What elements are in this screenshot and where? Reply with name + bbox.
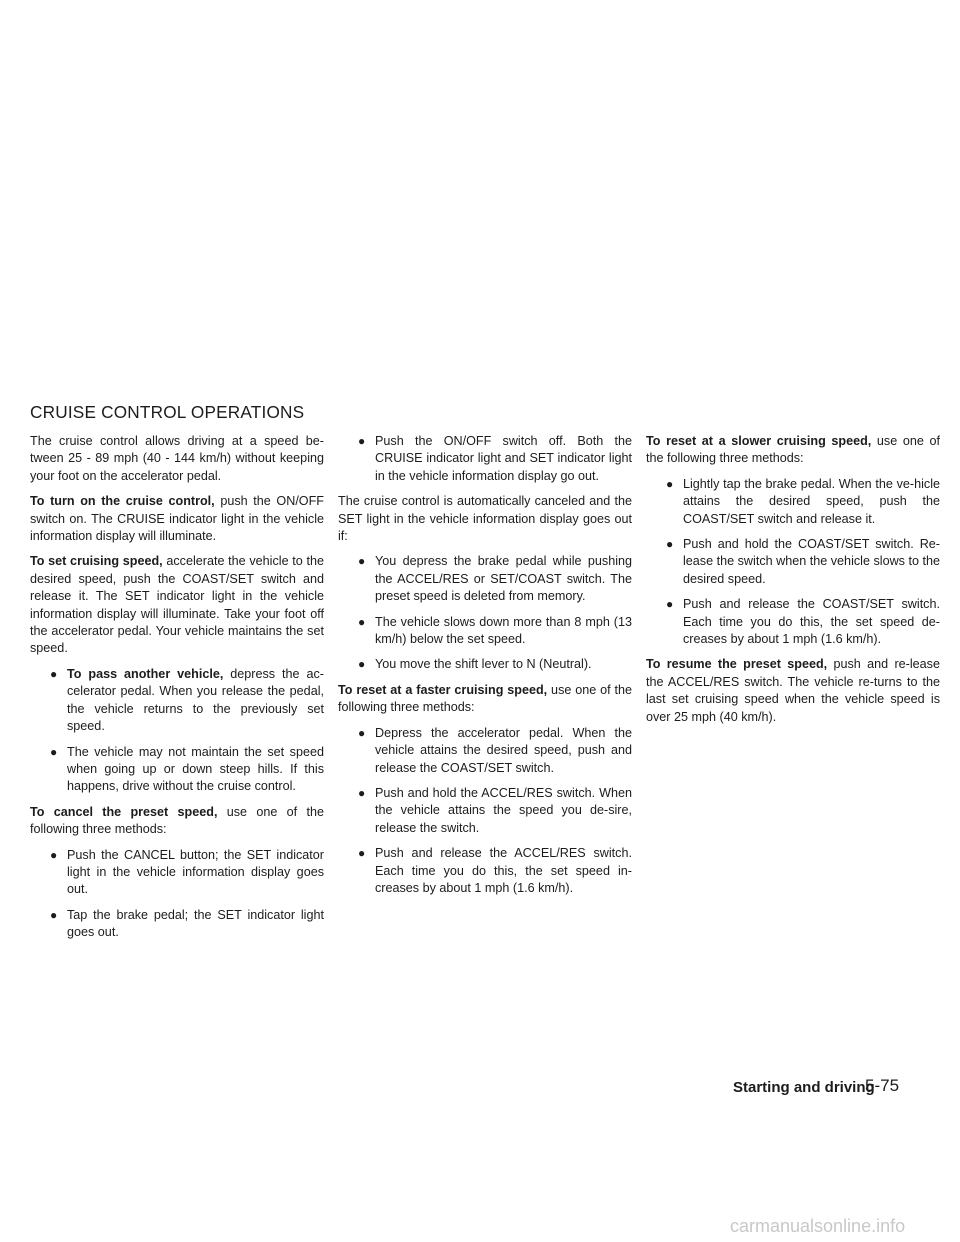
- list-item: [30, 666, 324, 736]
- list-item: ● Push the CANCEL button; the SET indicator light in the vehicle information display goes out.: [50, 847, 324, 897]
- bullet-icon: ●: [358, 614, 366, 629]
- list-item: ● The vehicle slows down more than 8 mph (13 km/h) below the set speed.: [358, 614, 632, 647]
- resume-lead: To resume the preset speed,: [646, 657, 828, 672]
- list-item: ● Depress the accelerator pedal. When the vehicle attains the desired speed, push and release the COAST/SET switch.: [358, 725, 632, 775]
- bullet-icon: ●: [50, 847, 58, 862]
- bullet-icon: ●: [666, 476, 674, 491]
- hills-text: The vehicle may not maintain the set speed when going up or down steep hills. If this happens, drive without the cruise control.: [67, 744, 324, 794]
- slower-paragraph: [646, 433, 940, 468]
- list-item: ● Push and hold the ACCEL/RES switch. When the vehicle attains the speed you de-sire, release the switch.: [358, 785, 632, 835]
- pass-text: depress the ac-celerator pedal. When you release the pedal, the vehicle returns to the previously set speed.: [67, 666, 324, 734]
- watermark: carmanualsonline.info: [730, 1216, 906, 1236]
- section-heading: CRUISE CONTROL OPERATIONS: [30, 402, 305, 422]
- off-bullet-list: [338, 433, 632, 485]
- faster-lead: To reset at a faster cruising speed,: [338, 682, 548, 697]
- cancel-bullet-list: [30, 847, 324, 942]
- bullet-icon: ●: [666, 597, 674, 612]
- cancel-paragraph: [30, 804, 324, 839]
- footer-section-name: Starting and driving: [733, 1079, 875, 1096]
- intro-paragraph: The cruise control allows driving at a speed be-tween 25 - 89 mph (40 - 144 km/h) without keeping your foot on the accelerator pedal.: [30, 434, 324, 483]
- slower-text: use one of the following three methods:: [646, 434, 940, 466]
- bullet-icon: ●: [666, 537, 674, 552]
- list-item: ● Push the ON/OFF switch off. Both the CRUISE indicator light and SET indicator light in the vehicle information display go out.: [358, 434, 632, 483]
- faster-bullet-list: [338, 725, 632, 898]
- bullet-icon: ●: [358, 554, 366, 569]
- cancel-lead: To cancel the preset speed,: [30, 804, 218, 819]
- bullet-icon: ●: [358, 434, 366, 448]
- list-item: ● Push and release the ACCEL/RES switch. Each time you do this, the set speed in-creases by about 1 mph (1.6 km/h).: [358, 846, 632, 895]
- set-speed-lead: To set cruising speed,: [30, 554, 163, 569]
- auto-cancel-bullet-list: [338, 553, 632, 673]
- text-column-2: [338, 433, 632, 905]
- list-item: ● You depress the brake pedal while pushing the ACCEL/RES or SET/COAST switch. The preset speed is deleted from memory.: [358, 554, 632, 604]
- faster-text: use one of the following three methods:: [338, 682, 633, 715]
- bullet-icon: ●: [358, 657, 366, 672]
- footer-page-number: 5-75: [865, 1076, 900, 1095]
- turn-on-paragraph: [30, 493, 324, 545]
- list-item: ● You move the shift lever to N (Neutral).: [338, 656, 632, 673]
- text-column-1: [30, 433, 324, 950]
- slower-bullet-list: [646, 476, 940, 649]
- bullet-icon: ●: [358, 725, 366, 740]
- pass-bullet-list: [30, 666, 324, 796]
- text-column-3: [646, 433, 940, 734]
- list-item: ● Push and hold the COAST/SET switch. Re-lease the switch when the vehicle slows to the desired speed.: [666, 537, 940, 586]
- faster-paragraph: [338, 682, 632, 717]
- list-item: ● Tap the brake pedal; the SET indicator light goes out.: [50, 907, 324, 940]
- cancel-text: use one of the following three methods:: [30, 804, 324, 837]
- auto-cancel-paragraph: The cruise control is automatically canceled and the SET light in the vehicle information display goes out if:: [338, 494, 632, 544]
- turn-on-text: push the ON/OFF switch on. The CRUISE indicator light in the vehicle information display will illuminate.: [30, 494, 324, 544]
- bullet-icon: ●: [50, 907, 58, 922]
- resume-text: push and re-lease the ACCEL/RES switch. The vehicle re-turns to the last set cruising speed when the vehicle speed is over 25 mph (40 km/h).: [646, 657, 940, 724]
- bullet-icon: ●: [50, 744, 58, 759]
- resume-paragraph: [646, 656, 940, 726]
- bullet-icon: ●: [358, 846, 366, 861]
- set-speed-paragraph: [30, 553, 324, 657]
- list-item: [30, 744, 324, 796]
- list-item: ● Push and release the COAST/SET switch. Each time you do this, the set speed de-creases by about 1 mph (1.6 km/h).: [666, 597, 940, 647]
- turn-on-lead: To turn on the cruise control,: [30, 494, 215, 509]
- bullet-icon: ●: [358, 785, 366, 800]
- pass-lead: To pass another vehicle,: [67, 666, 224, 681]
- bullet-icon: ●: [50, 666, 58, 681]
- set-speed-text: accelerate the vehicle to the desired speed, push the COAST/SET switch and release it. The SET indicator light in the vehicle information display will illuminate. Take your foot off the accelerator pedal. Your vehicle maintains the set speed.: [30, 554, 324, 656]
- slower-lead: To reset at a slower cruising speed,: [646, 434, 872, 448]
- list-item: ● Lightly tap the brake pedal. When the ve-hicle attains the desired speed, push the COAST/SET switch and release it.: [666, 476, 940, 526]
